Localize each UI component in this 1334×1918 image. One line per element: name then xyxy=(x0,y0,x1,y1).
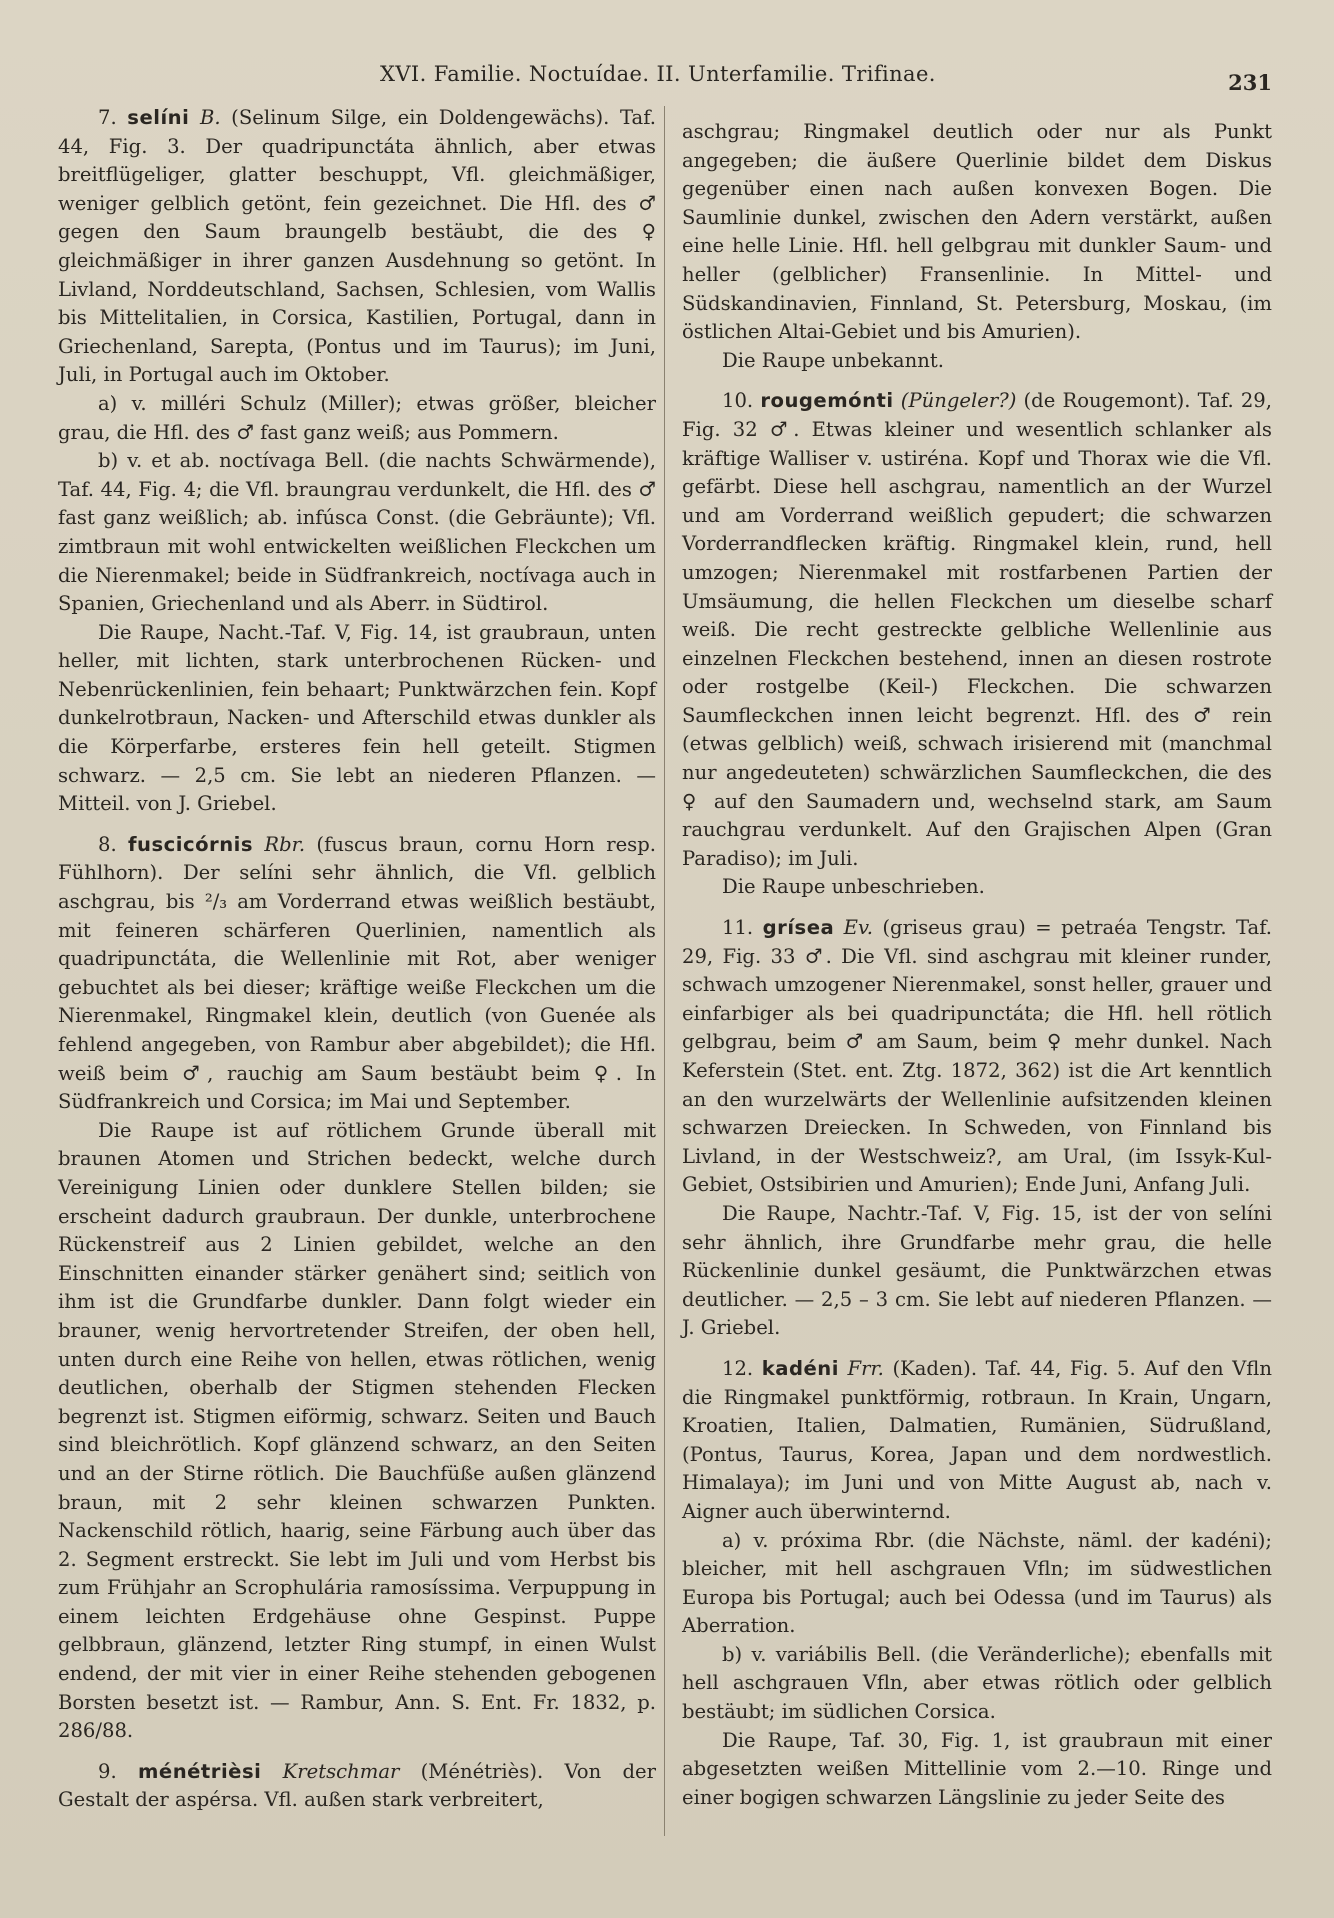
continued-paragraph: aschgrau; Ringmakel deutlich oder nur als Punkt angegeben; die äußere Querlinie bildet dem Diskus gegenüber einen nach außen konvexen Bogen. Die Saumlinie dunkel, zwischen den Adern verstärkt, außen eine helle Linie. Hfl. hell gelbgrau mit dunkler Saum- und heller (gelblicher) Fransenlinie. In Mittel- und Südskandinavien, Finnland, St. Petersburg, Moskau, (im östlichen Altai-Gebiet und bis Amurien). xyxy=(682,120,1272,344)
variety-paragraph: a) v. próxima Rbr. (die Nächste, näml. der kadéni); bleicher, mit hell aschgrauen Vfln; im südwestlichen Europa bis Portugal; auch bei Odessa (und im Taurus) als Aberration. xyxy=(682,1528,1272,1638)
variety-paragraph: b) v. et ab. noctívaga Bell. (die nachts Schwärmende), Taf. 44, Fig. 4; die Vfl. braungrau verdunkelt, die Hfl. des ♂ fast ganz weißlich; ab. infúsca Const. (die Gebräunte); Vfl. zimtbraun mit wohl entwickelten weißlichen Fleckchen um die Nierenmakel; beide in Südfrankreich, noctívaga auch in Spanien, Griechenland und als Aberr. in Südtirol. xyxy=(58,449,656,616)
entry-menetriesi: 9. ménétrièsi Kretschmar (Ménétriès). Von der Gestalt der aspérsa. Vfl. außen stark verbreitert, xyxy=(58,1759,656,1812)
larva-paragraph: Die Raupe, Nacht.-Taf. V, Fig. 14, ist graubraun, unten heller, mit lichten, stark unterbrochenen Rücken- und Nebenrückenlinien, fein behaart; Punktwärzchen fein. Kopf dunkelrotbraun, Nacken- und Afterschild etwas dunkler als die Körperfarbe, ersteres fein hell geteilt. Stigmen schwarz. — 2,5 cm. Sie lebt an niederen Pflanzen. — Mitteil. von J. Griebel. xyxy=(58,620,656,816)
larva-paragraph: Die Raupe unbeschrieben. xyxy=(722,875,985,899)
entry-fuscicornis: 8. fuscicórnis Rbr. (fuscus braun, cornu Horn resp. Fühlhorn). Der selíni sehr ähnlich, die Vfl. gelblich aschgrau, bis ²/₃ am Vorderrand etwas weißlich bestäubt, mit feineren schärferen Querlinien, namentlich als quadripunctáta, die Wellenlinie mit Rot, aber weniger gebuchtet als bei dieser; kräftige weiße Fleckchen um die Nierenmakel, Ringmakel klein, deutlich (von Guenée als fehlend angegeben, von Rambur aber abgebildet); die Hfl. weiß beim ♂, rauchig am Saum bestäubt beim ♀. In Südfrankreich und Corsica; im Mai und September. xyxy=(58,832,656,1114)
variety-paragraph: a) v. milléri Schulz (Miller); etwas größer, bleicher grau, die Hfl. des ♂ fast ganz weiß; aus Pommern. xyxy=(58,391,656,444)
entry-kadeni: 12. kadéni Frr. (Kaden). Taf. 44, Fig. 5. Auf den Vfln die Ringmakel punktförmig, rotbraun. In Krain, Ungarn, Kroatien, Italien, Dalmatien, Rumänien, Südrußland, (Pontus, Taurus, Korea, Japan und dem nordwestlich. Himalaya); im Juni und von Mitte August ab, nach v. Aigner auch überwinternd. xyxy=(682,1356,1272,1523)
page-number: 231 xyxy=(1228,70,1272,95)
variety-paragraph: b) v. variábilis Bell. (die Veränderliche); ebenfalls mit hell aschgrauen Vfln, aber etwas rötlich oder gelblich bestäubt; im südlichen Corsica. xyxy=(682,1642,1272,1724)
page-header xyxy=(0,62,1334,102)
running-title: XVI. Familie. Noctuídae. II. Unterfamilie. Trifinae. xyxy=(380,62,936,86)
entry-rougemonti: 10. rougemónti (Püngeler?) (de Rougemont). Taf. 29, Fig. 32 ♂. Etwas kleiner und wesentlich schlanker als kräftige Walliser v. ustiréna. Kopf und Thorax wie die Vfl. gefärbt. Diese hell aschgrau, namentlich an der Wurzel und am Vorderrand weißlich gepudert; die schwarzen Vorderrandflecken kräftig. Ringmakel klein, rund, hell umzogen; Nierenmakel mit rostfarbenen Partien der Umsäumung, die hellen Fleckchen um dieselbe scharf weiß. Die recht gestreckte gelbliche Wellenlinie aus einzelnen Fleckchen bestehend, innen an diesen rostrote oder rostgelbe (Keil-) Fleckchen. Die schwarzen Saumfleckchen innen leicht begrenzt. Hfl. des ♂ rein (etwas gelblich) weiß, schwach irisierend mit (manchmal nur angedeuteten) schwärzlichen Saumfleckchen, die des ♀ auf den Saumadern und, wechselnd stark, am Saum rauchgrau verdunkelt. Auf den Grajischen Alpen (Gran Paradiso); im Juli. xyxy=(682,389,1272,870)
larva-paragraph: Die Raupe, Nachtr.-Taf. V, Fig. 15, ist der von selíni sehr ähnlich, ihre Grundfarbe mehr grau, die helle Rückenlinie dunkel gesäumt, die Punktwärzchen etwas deutlicher. — 2,5 – 3 cm. Sie lebt auf niederen Pflanzen. — J. Griebel. xyxy=(682,1201,1272,1340)
column-divider xyxy=(664,106,665,1836)
left-column xyxy=(58,104,656,1815)
larva-paragraph: Die Raupe ist auf rötlichem Grunde überall mit braunen Atomen und Strichen bedeckt, welche durch Vereinigung Linien oder dunklere Stellen bilden; sie erscheint dadurch graubraun. Der dunkle, unterbrochene Rückenstreif aus 2 Linien gebildet, welche an den Einschnitten einander stärker genähert sind; seitlich von ihm ist die Grundfarbe dunkler. Dann folgt wieder ein brauner, wenig hervortretender Streifen, der oben hell, unten durch eine Reihe von hellen, etwas rötlichen, wenig deutlichen, oberhalb der Stigmen stehenden Flecken begrenzt ist. Stigmen eiförmig, schwarz. Seiten und Bauch sind bleichrötlich. Kopf glänzend schwarz, an den Seiten und an der Stirne rötlich. Die Bauchfüße außen glänzend braun, mit 2 sehr kleinen schwarzen Punkten. Nackenschild rötlich, haarig, seine Färbung auch über das 2. Segment erstreckt. Sie lebt im Juli und vom Herbst bis zum Frühjahr an Scrophulária ramosíssima. Verpuppung in einem leichten Erdgehäuse ohne Gespinst. Puppe gelbbraun, glänzend, letzter Ring stumpf, in einen Wulst endend, der mit vier in einer Reihe stehenden gebogenen Borsten besetzt ist. — Rambur, Ann. S. Ent. Fr. 1832, p. 286/88. xyxy=(58,1118,656,1743)
larva-paragraph: Die Raupe unbekannt. xyxy=(722,348,944,372)
entry-grisea: 11. grísea Ev. (griseus grau) = petraéa Tengstr. Taf. 29, Fig. 33 ♂. Die Vfl. sind aschgrau mit kleiner runder, schwach umzogener Nierenmakel, sonst heller, grauer und einfarbiger als bei quadripunctáta; die Hfl. hell rötlich gelbgrau, beim ♂ am Saum, beim ♀ mehr dunkel. Nach Keferstein (Stet. ent. Ztg. 1872, 362) ist die Art kenntlich an den wurzelwärts der Wellenlinie aufsitzenden kleinen schwarzen Dreiecken. In Schweden, von Finnland bis Livland, in der Westschweiz?, am Ural, (im Issyk-Kul-Gebiet, Ostsibirien und Amurien); Ende Juni, Anfang Juli. xyxy=(682,916,1273,1197)
larva-paragraph: Die Raupe, Taf. 30, Fig. 1, ist graubraun mit einer abgesetzten weißen Mittellinie vom 2.—10. Ringe und einer bogigen schwarzen Längslinie zu jeder Seite des xyxy=(682,1728,1272,1809)
entry-selini: 7. selíni B. (Selinum Silge, ein Doldengewächs). Taf. 44, Fig. 3. Der quadripunctáta ähnlich, aber etwas breitflügeliger, glatter beschuppt, Vfl. gleichmäßiger, weniger gelblich getönt, fein gezeichnet. Die Hfl. des ♂ gegen den Saum braungelb bestäubt, die des ♀ gleichmäßiger in ihrer ganzen Ausdehnung so getönt. In Livland, Norddeutschland, Sachsen, Schlesien, vom Wallis bis Mittelitalien, in Corsica, Kastilien, Portugal, dann in Griechenland, Sarepta, (Pontus und im Taurus); im Juni, Juli, in Portugal auch im Oktober. xyxy=(58,106,656,387)
right-column xyxy=(682,118,1272,1812)
